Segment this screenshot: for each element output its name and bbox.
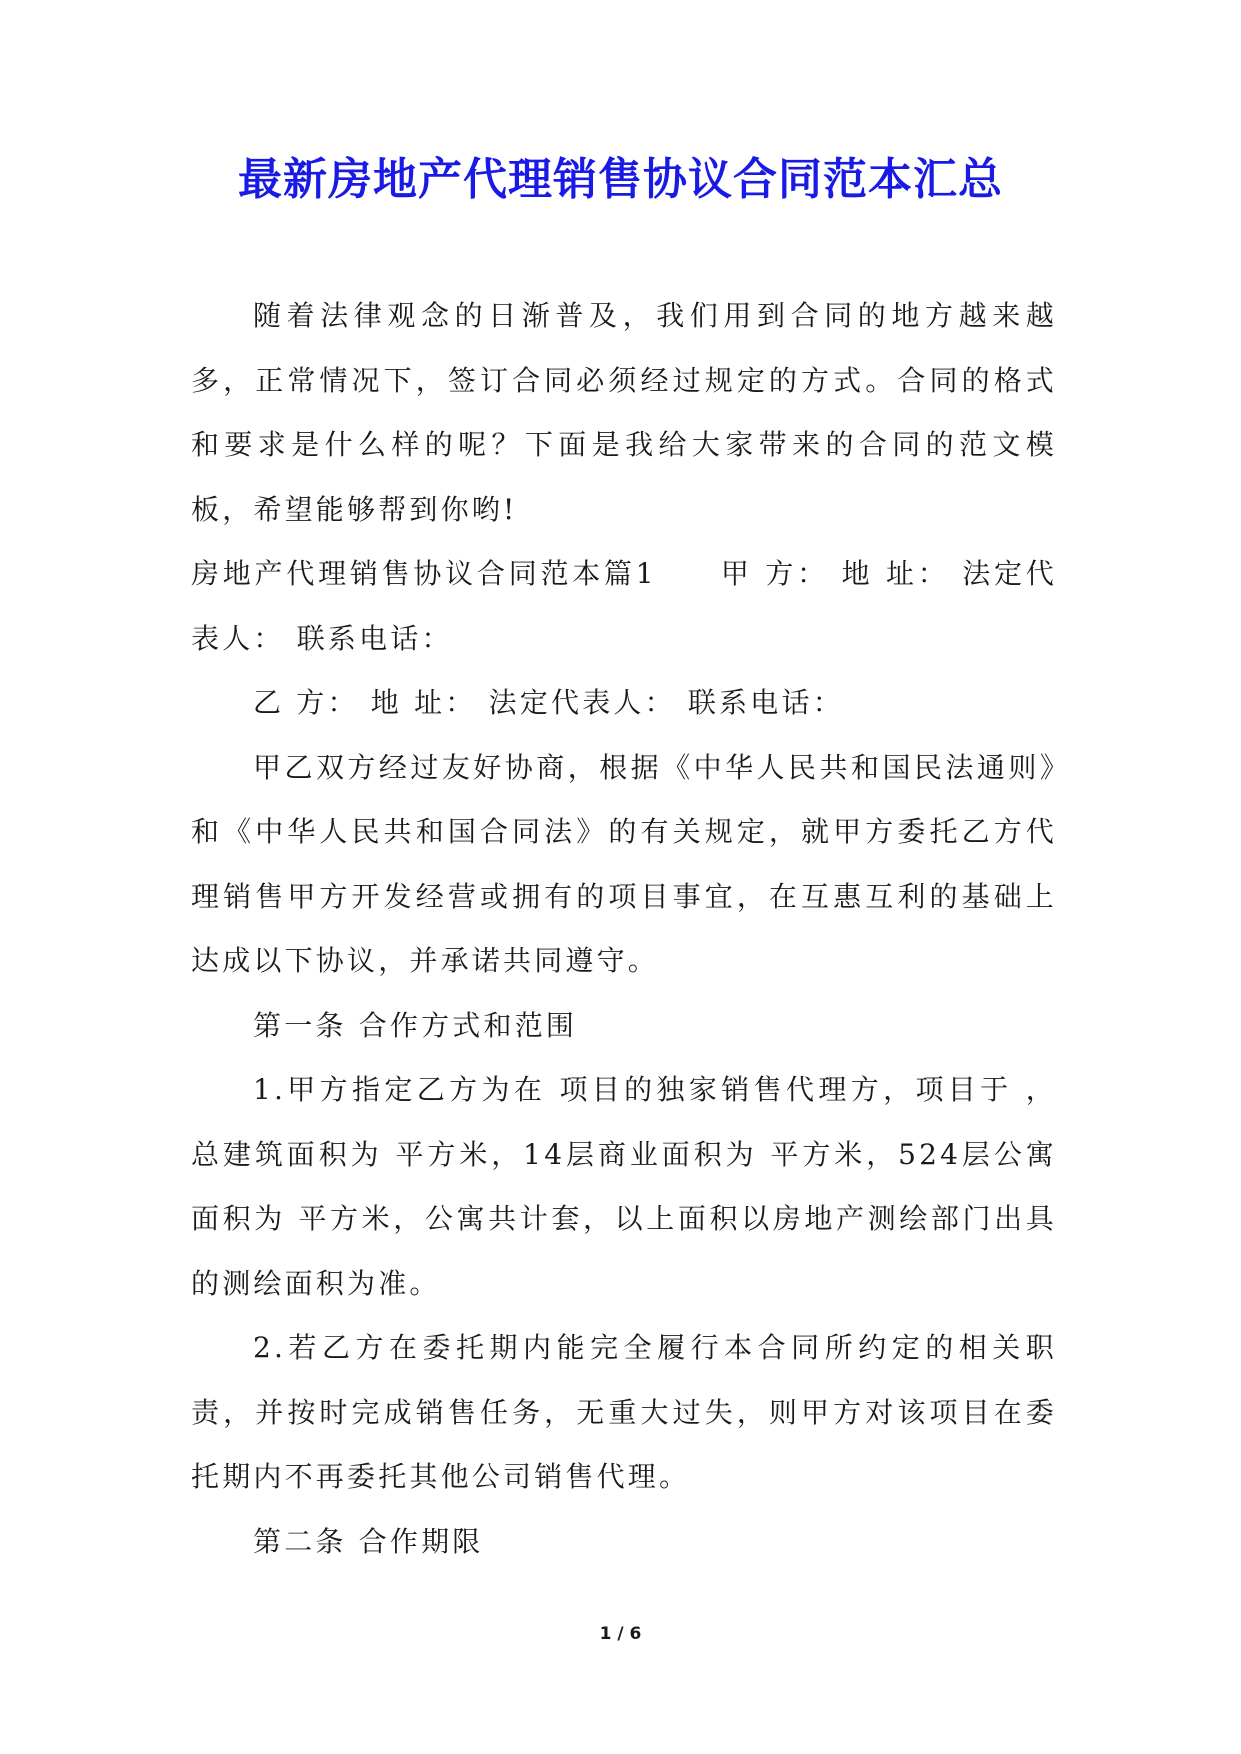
- party-b-paragraph: 乙 方： 地 址： 法定代表人： 联系电话：: [253, 686, 844, 719]
- article-2-heading: 第二条 合作期限: [253, 1524, 484, 1558]
- agreement-basis-paragraph: 甲乙双方经过友好协商，根据《中华人民共和国民法通则》和《中华人民共和国合同法》的有关规定，就甲方委托乙方代理销售甲方开发经营或拥有的项目事宜，在互惠互利的基础上达成以下协议，并承诺共同遵守。: [191, 750, 1057, 977]
- article-1-heading: 第一条 合作方式和范围: [253, 1008, 578, 1042]
- party-a-paragraph: 房地产代理销售协议合同范本篇1 甲 方： 地 址： 法定代表人： 联系电话：: [191, 557, 1057, 655]
- article-1-clause-1: 1.甲方指定乙方为在 项目的独家销售代理方，项目于 ，总建筑面积为 平方米，14层商业面积为 平方米，524层公寓面积为 平方米，公寓共计套，以上面积以房地产测绘部门出具的测绘面积为准。: [191, 1073, 1057, 1300]
- document-body: [191, 284, 1057, 1574]
- page-number: 1 / 6: [599, 1624, 642, 1644]
- intro-paragraph: 随着法律观念的日渐普及，我们用到合同的地方越来越多，正常情况下，签订合同必须经过规定的方式。合同的格式和要求是什么样的呢？下面是我给大家带来的合同的范文模板，希望能够帮到你哟!: [191, 299, 1057, 526]
- article-1-clause-2: 2.若乙方在委托期内能完全履行本合同所约定的相关职责，并按时完成销售任务，无重大过失，则甲方对该项目在委托期内不再委托其他公司销售代理。: [191, 1331, 1057, 1493]
- document-title: 最新房地产代理销售协议合同范本汇总: [238, 154, 1003, 205]
